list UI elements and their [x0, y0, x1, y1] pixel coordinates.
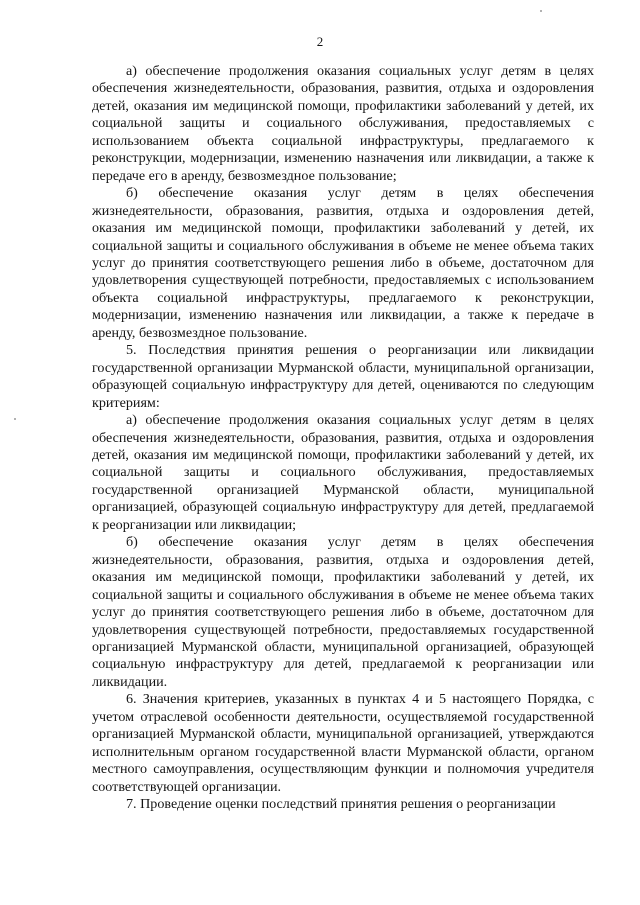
scan-speck: [540, 10, 542, 12]
paragraph-4a: а) обеспечение продолжения оказания социальных услуг детям в целях обеспечения жизнедеятельности, образования, развития, отдыха и оздоровления детей, оказания им медицинской помощи, профилактики заболеваний у детей, их социальной защиты и социального обслуживания, предоставляемых с использованием объекта социальной инфраструктуры, предлагаемого к реконструкции, модернизации, изменению назначения или ликвидации, а также к передаче его в аренду, безвозмездное пользование;: [92, 63, 594, 184]
paragraph-5a: а) обеспечение продолжения оказания социальных услуг детям в целях обеспечения жизнедеятельности, образования, развития, отдыха и оздоровления детей, оказания им медицинской помощи, профилактики заболеваний у детей, их социальной защиты и социального обслуживания, предоставляемых государственной организацией Мурманской области, муниципальной организацией, образующей социальную инфраструктуру для детей, предлагаемой к реорганизации или ликвидации;: [92, 412, 594, 533]
paragraph-7: 7. Проведение оценки последствий принятия решения о реорганизации: [126, 796, 556, 813]
paragraph-6: 6. Значения критериев, указанных в пунктах 4 и 5 настоящего Порядка, с учетом отраслевой особенности деятельности, осуществляемой государственной организацией Мурманской области, муниципальной организацией, утверждаются исполнительным органом государственной власти Мурманской области, органом местного самоуправления, осуществляющим функции и полномочия учредителя соответствующей организации.: [92, 691, 594, 795]
document-body: [92, 63, 594, 813]
scan-speck: [14, 418, 16, 420]
page-number: 2: [316, 34, 324, 49]
paragraph-5b: б) обеспечение оказания услуг детям в целях обеспечения жизнедеятельности, образования, развития, отдыха и оздоровления детей, оказания им медицинской помощи, профилактики заболеваний у детей, их социальной защиты и социального обслуживания в объеме не менее объема таких услуг до принятия соответствующего решения либо в объеме, достаточном для удовлетворения существующей потребности, предоставляемых государственной организацией Мурманской области, муниципальной организацией, образующей социальную инфраструктуру для детей, предлагаемой к реорганизации или ликвидации.: [92, 534, 594, 690]
paragraph-5: 5. Последствия принятия решения о реорганизации или ликвидации государственной организации Мурманской области, муниципальной организации, образующей социальную инфраструктуру для детей, оцениваются по следующим критериям:: [92, 342, 594, 411]
paragraph-4b: б) обеспечение оказания услуг детям в целях обеспечения жизнедеятельности, образования, развития, отдыха и оздоровления детей, оказания им медицинской помощи, профилактики заболеваний у детей, их социальной защиты и социального обслуживания в объеме не менее объема таких услуг до принятия соответствующего решения либо в объеме, достаточном для удовлетворения существующей потребности, предоставляемых с использованием объекта социальной инфраструктуры, предлагаемого к реконструкции, модернизации, изменению назначения или ликвидации, а также к передаче в аренду, безвозмездное пользование.: [92, 185, 594, 341]
